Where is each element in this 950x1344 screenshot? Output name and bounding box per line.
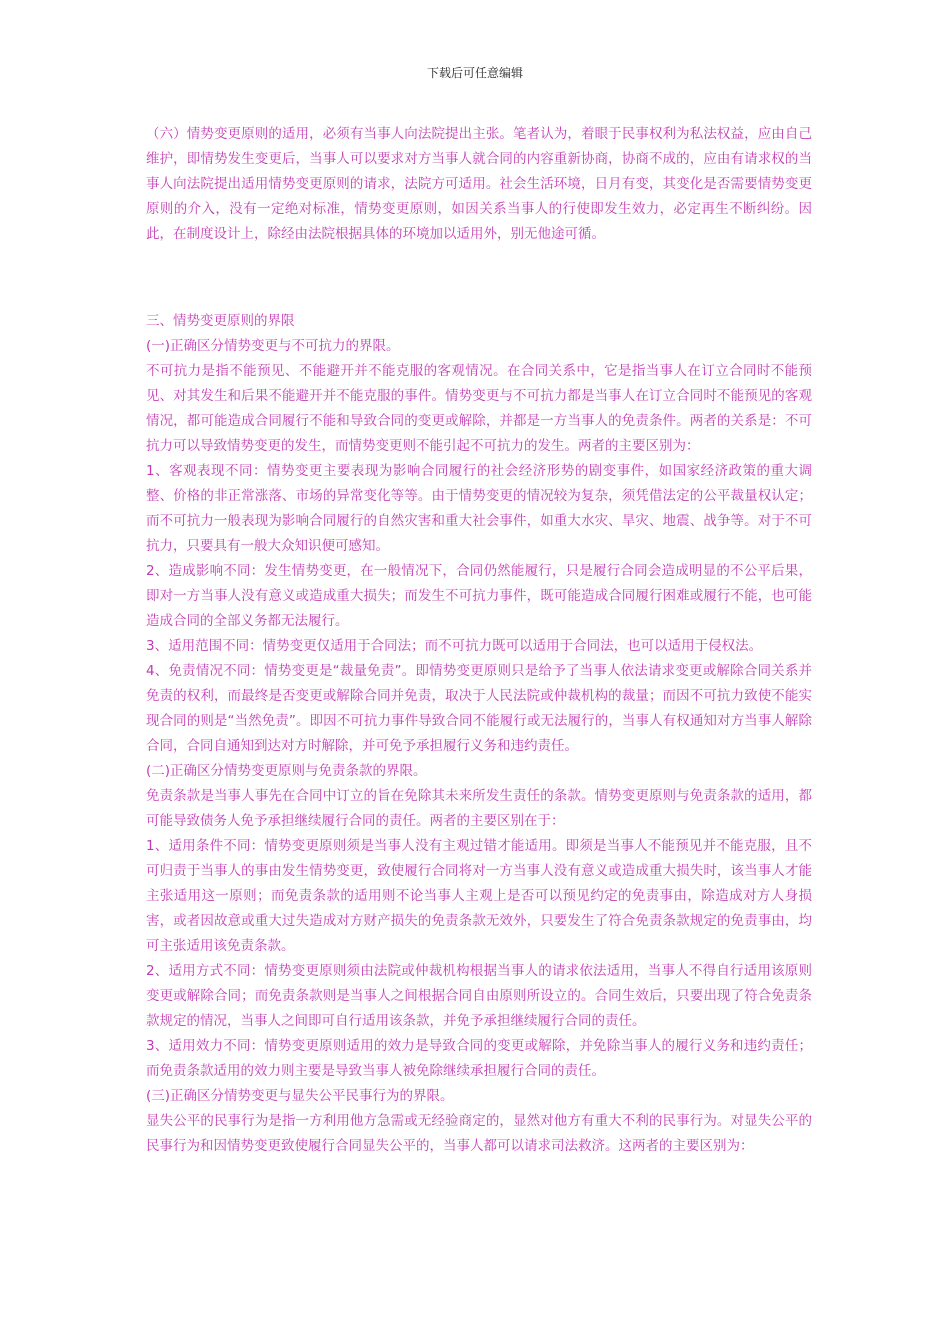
paragraph: 免责条款是当事人事先在合同中订立的旨在免除其未来所发生责任的条款。情势变更原则与免责条款的适用，都可能导致债务人免予承担继续履行合同的责任。两者的主要区别在于： (146, 788, 812, 829)
subheading-exemption-clause: (二)正确区分情势变更原则与免责条款的界限。 (146, 763, 427, 779)
subheading-force-majeure: (一)正确区分情势变更与不可抗力的界限。 (146, 338, 400, 354)
section-heading: 三、情势变更原则的界限 (146, 313, 295, 329)
list-item: 3、适用范围不同：情势变更仅适用于合同法；而不可抗力既可以适用于合同法，也可以适用于侵权法。 (146, 638, 763, 654)
list-item: 4、免责情况不同：情势变更是“裁量免责”。即情势变更原则只是给予了当事人依法请求变更或解除合同关系并免责的权利，而最终是否变更或解除合同并免责，取决于人民法院或仲裁机构的裁量；而因不可抗力致使不能实现合同的则是“当然免责”。即因不可抗力事件导致合同不能履行或无法履行的，当事人有权通知对方当事人解除合同，合同自通知到达对方时解除，并可免予承担履行义务和违约责任。 (146, 663, 812, 754)
list-item: 2、造成影响不同：发生情势变更，在一般情况下，合同仍然能履行，只是履行合同会造成明显的不公平后果，即对一方当事人没有意义或造成重大损失；而发生不可抗力事件，既可能造成合同履行困难或履行不能，也可能造成合同的全部义务都无法履行。 (146, 563, 812, 629)
list-item: 1、客观表现不同：情势变更主要表现为影响合同履行的社会经济形势的剧变事件，如国家经济政策的重大调整、价格的非正常涨落、市场的异常变化等等。由于情势变更的情况较为复杂，须凭借法定的公平裁量权认定；而不可抗力一般表现为影响合同履行的自然灾害和重大社会事件，如重大水灾、旱灾、地震、战争等。对于不可抗力，只要具有一般大众知识便可感知。 (146, 463, 812, 554)
section-gap (146, 247, 812, 309)
page-header: 下载后可任意编辑 (426, 66, 523, 80)
subheading-unfair-act: (三)正确区分情势变更与显失公平民事行为的界限。 (146, 1088, 454, 1104)
paragraph-section-six: （六）情势变更原则的适用，必须有当事人向法院提出主张。笔者认为，着眼于民事权利为私法权益，应由自己维护，即情势发生变更后，当事人可以要求对方当事人就合同的内容重新协商，协商不成的，应由有请求权的当事人向法院提出适用情势变更原则的请求，法院方可适用。社会生活环境，日月有变，其变化是否需要情势变更原则的介入，没有一定绝对标准，情势变更原则，如因关系当事人的行使即发生效力，必定再生不断纠纷。因此，在制度设计上，除经由法院根据具体的环境加以适用外，别无他途可循。 (146, 126, 812, 242)
paragraph: 显失公平的民事行为是指一方利用他方急需或无经验商定的，显然对他方有重大不利的民事行为。对显失公平的民事行为和因情势变更致使履行合同显失公平的，当事人都可以请求司法救济。这两者的主要区别为： (146, 1113, 812, 1154)
list-item: 3、适用效力不同：情势变更原则适用的效力是导致合同的变更或解除，并免除当事人的履行义务和违约责任；而免责条款适用的效力则主要是导致当事人被免除继续承担履行合同的责任。 (146, 1038, 812, 1079)
paragraph: 不可抗力是指不能预见、不能避开并不能克服的客观情况。在合同关系中，它是指当事人在订立合同时不能预见、对其发生和后果不能避开并不能克服的事件。情势变更与不可抗力都是当事人在订立合同时不能预见的客观情况，都可能造成合同履行不能和导致合同的变更或解除，并都是一方当事人的免责条件。两者的关系是：不可抗力可以导致情势变更的发生，而情势变更则不能引起不可抗力的发生。两者的主要区别为： (146, 363, 812, 454)
list-item: 1、适用条件不同：情势变更原则须是当事人没有主观过错才能适用。即须是当事人不能预见并不能克服，且不可归责于当事人的事由发生情势变更，致使履行合同将对一方当事人没有意义或造成重大损失时，该当事人才能主张适用这一原则；而免责条款的适用则不论当事人主观上是否可以预见约定的免责事由，除造成对方人身损害，或者因故意或重大过失造成对方财产损失的免责条款无效外，只要发生了符合免责条款规定的免责事由，均可主张适用该免责条款。 (146, 838, 812, 954)
document-body (146, 122, 812, 1159)
list-item: 2、适用方式不同：情势变更原则须由法院或仲裁机构根据当事人的请求依法适用，当事人不得自行适用该原则变更或解除合同；而免责条款则是当事人之间根据合同自由原则所设立的。合同生效后，只要出现了符合免责条款规定的情况，当事人之间即可自行适用该条款，并免予承担继续履行合同的责任。 (146, 963, 812, 1029)
